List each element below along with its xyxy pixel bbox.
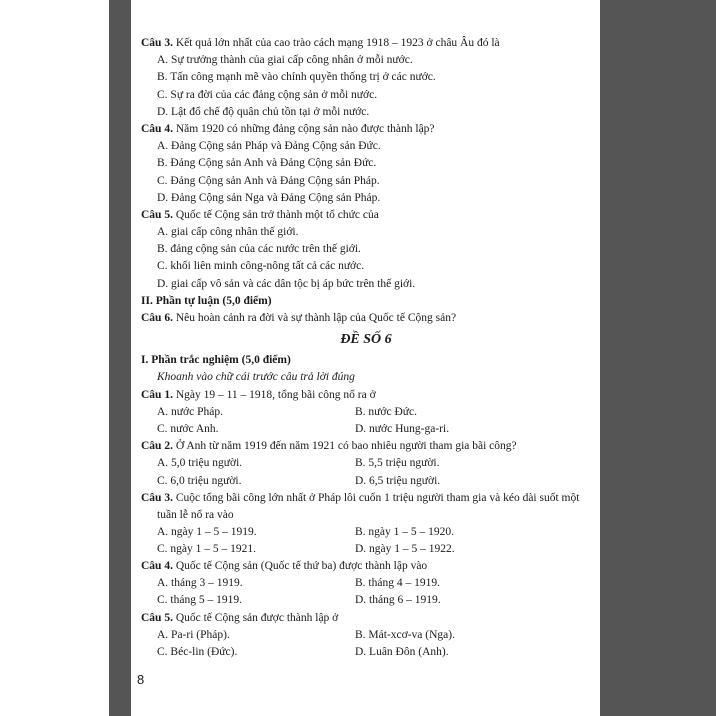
question-6: Câu 6. Nêu hoàn cảnh ra đời và sự thành lập của Quốc tế Cộng sản? bbox=[141, 312, 457, 324]
option-row bbox=[141, 541, 591, 558]
option-row bbox=[141, 473, 591, 490]
page-number: 8 bbox=[137, 672, 145, 687]
option-row bbox=[141, 627, 591, 644]
left-margin-bar bbox=[109, 0, 131, 716]
option: D. Lật đổ chế độ quân chủ tồn tại ở mỗi nước. bbox=[157, 105, 370, 118]
section-heading: I. Phần trắc nghiệm (5,0 điểm) bbox=[141, 354, 291, 367]
option: D. nước Hung-ga-ri. bbox=[355, 422, 450, 435]
section-heading: II. Phần tự luận (5,0 điểm) bbox=[141, 294, 272, 307]
option: B. Mát-xcơ-va (Nga). bbox=[355, 628, 455, 641]
exam-title: ĐỀ SỐ 6 bbox=[340, 332, 392, 348]
option: D. Đảng Cộng sản Nga và Đảng Cộng sản Pháp. bbox=[157, 191, 381, 204]
option-row bbox=[141, 455, 591, 472]
question-5: Câu 5. Quốc tế Cộng sản được thành lập ở bbox=[141, 611, 339, 624]
question-5: Câu 5. Quốc tế Cộng sản trở thành một tổ chức của bbox=[141, 208, 379, 221]
option-row bbox=[141, 575, 591, 592]
option: C. Béc-lin (Đức). bbox=[157, 646, 238, 658]
option: C. 6,0 triệu người. bbox=[157, 474, 242, 487]
book-page bbox=[131, 0, 600, 716]
option-row bbox=[141, 421, 591, 438]
option: B. đảng cộng sản của các nước trên thế giới. bbox=[157, 243, 361, 256]
option: C. nước Anh. bbox=[157, 422, 219, 435]
option: B. Đảng Cộng sản Anh và Đảng Cộng sản Đức. bbox=[157, 157, 377, 170]
option: A. Đảng Cộng sản Pháp và Đảng Cộng sản Đức. bbox=[157, 140, 381, 153]
option: B. tháng 4 – 1919. bbox=[355, 577, 440, 590]
question-3: Câu 3. Kết quả lớn nhất của cao trào cách mạng 1918 – 1923 ở châu Âu đó là bbox=[141, 37, 500, 49]
option: D. giai cấp vô sản và các dân tộc bị áp bức trên thế giới. bbox=[157, 277, 416, 290]
instruction: Khoanh vào chữ cái trước câu trả lời đúng bbox=[157, 371, 355, 384]
option: A. tháng 3 – 1919. bbox=[157, 577, 243, 590]
option-row bbox=[141, 592, 591, 609]
option: B. ngày 1 – 5 – 1920. bbox=[355, 525, 455, 538]
question-3: Câu 3. Cuộc tổng bãi công lớn nhất ở Pháp lôi cuốn 1 triệu người tham gia và kéo dài suốt một tuần lễ nổ ra vào bbox=[141, 491, 580, 521]
option: C. ngày 1 – 5 – 1921. bbox=[157, 542, 257, 555]
option-row bbox=[141, 404, 591, 421]
page-content bbox=[141, 35, 591, 661]
option: A. 5,0 triệu người. bbox=[157, 457, 243, 470]
option: B. Tấn công mạnh mẽ vào chính quyền thống trị ở các nước. bbox=[157, 71, 436, 84]
option: C. Sự ra đời của các đảng cộng sản ở mỗi nước. bbox=[157, 88, 378, 101]
question-4: Câu 4. Năm 1920 có những đảng cộng sản nào được thành lập? bbox=[141, 122, 435, 135]
right-margin-bar bbox=[600, 0, 716, 716]
option: D. 6,5 triệu người. bbox=[355, 474, 441, 487]
question-2: Câu 2. Ở Anh từ năm 1919 đến năm 1921 có bao nhiêu người tham gia bãi công? bbox=[141, 440, 517, 453]
option: B. 5,5 triệu người. bbox=[355, 457, 440, 470]
option-row bbox=[141, 524, 591, 541]
option: C. tháng 5 – 1919. bbox=[157, 594, 242, 607]
option: D. tháng 6 – 1919. bbox=[355, 594, 441, 607]
option: C. khối liên minh công-nông tất cả các nước. bbox=[157, 260, 365, 273]
option: A. Pa-ri (Pháp). bbox=[157, 628, 230, 641]
question-4: Câu 4. Quốc tế Cộng sản (Quốc tế thứ ba) được thành lập vào bbox=[141, 560, 428, 573]
option: B. nước Đức. bbox=[355, 405, 417, 418]
question-1: Câu 1. Ngày 19 – 11 – 1918, tổng bãi công nổ ra ở bbox=[141, 388, 376, 401]
option-row bbox=[141, 644, 591, 661]
option: A. ngày 1 – 5 – 1919. bbox=[157, 525, 257, 538]
option: C. Đảng Cộng sản Anh và Đảng Cộng sản Pháp. bbox=[157, 174, 380, 187]
option: A. nước Pháp. bbox=[157, 405, 223, 418]
option: D. ngày 1 – 5 – 1922. bbox=[355, 542, 455, 555]
option: A. Sự trưởng thành của giai cấp công nhân ở mỗi nước. bbox=[157, 54, 413, 67]
option: D. Luân Đôn (Anh). bbox=[355, 646, 449, 658]
option: A. giai cấp công nhân thế giới. bbox=[157, 226, 299, 239]
